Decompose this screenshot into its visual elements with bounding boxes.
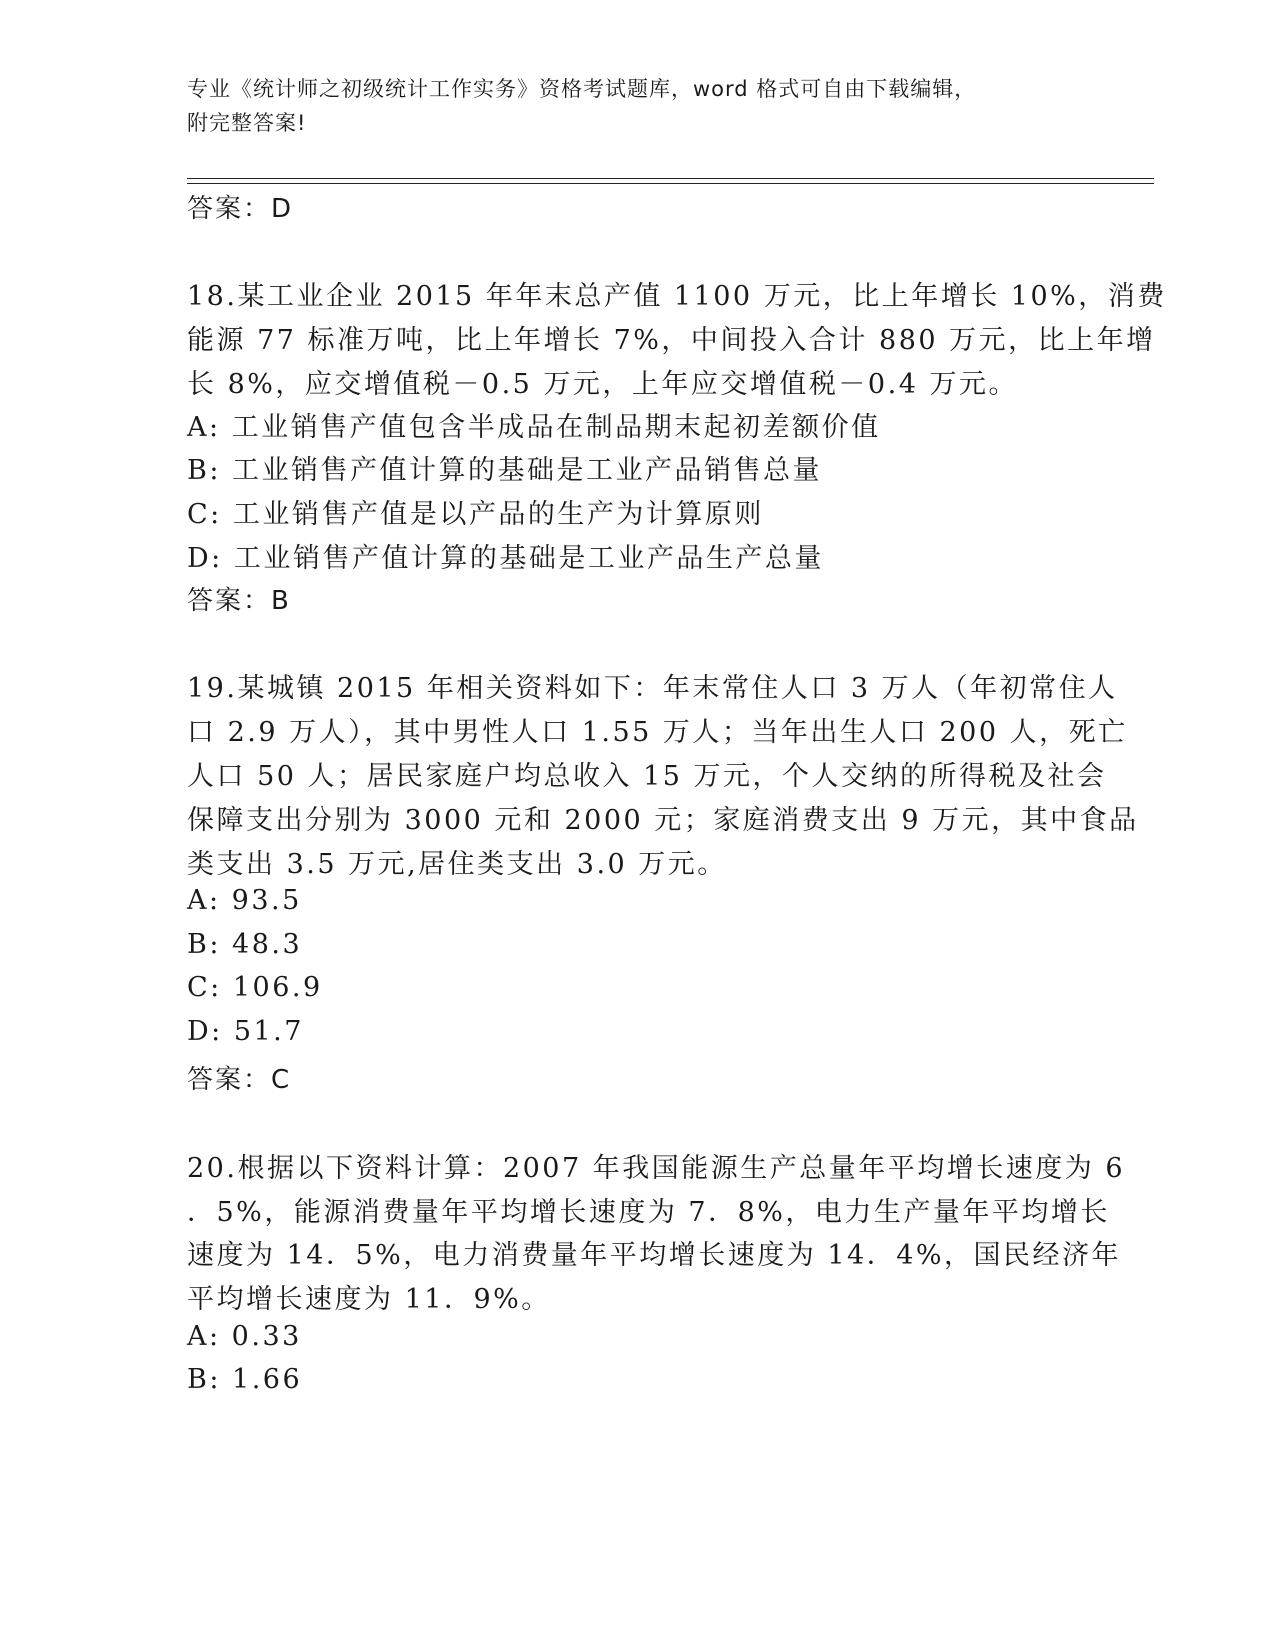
q20-stem-line: 20.根据以下资料计算：2007 年我国能源生产总量年平均增长速度为 6	[187, 1153, 1125, 1184]
q18-option-d: D: 工业销售产值计算的基础是工业产品生产总量	[187, 543, 824, 574]
q18-option-a: A: 工业销售产值包含半成品在制品期末起初差额价值	[187, 412, 881, 443]
q18-stem-line: 能源 77 标准万吨，比上年增长 7%，中间投入合计 880 万元，比上年增	[187, 325, 1156, 356]
q19-stem-line: 口 2.9 万人），其中男性人口 1.55 万人；当年出生人口 200 人，死亡	[187, 717, 1128, 748]
q19-stem-line: 人口 50 人；居民家庭户均总收入 15 万元，个人交纳的所得税及社会	[187, 761, 1107, 792]
q19-option-b: B: 48.3	[187, 929, 303, 960]
q20-stem-line: 速度为 14．5%，电力消费量年平均增长速度为 14．4%，国民经济年	[187, 1240, 1122, 1271]
q20-stem-line: ．5%，能源消费量年平均增长速度为 7．8%，电力生产量年平均增长	[187, 1197, 1110, 1228]
q20-stem-line: 平均增长速度为 11．9%。	[187, 1284, 551, 1315]
header-line-1: 专业《统计师之初级统计工作实务》资格考试题库，word 格式可自由下载编辑，	[187, 77, 977, 101]
q19-stem-line: 类支出 3.5 万元,居住类支出 3.0 万元。	[187, 849, 727, 880]
q18-stem-line: 长 8%，应交增值税－0.5 万元，上年应交增值税－0.4 万元。	[187, 369, 1018, 400]
q18-option-c: C: 工业销售产值是以产品的生产为计算原则	[187, 499, 764, 530]
q20-option-a: A: 0.33	[187, 1321, 302, 1352]
previous-answer: 答案：D	[187, 194, 294, 224]
q18-stem-line: 18.某工业企业 2015 年年末总产值 1100 万元，比上年增长 10%，消费	[187, 281, 1167, 312]
q19-answer: 答案：C	[187, 1065, 292, 1095]
q20-option-b: B: 1.66	[187, 1364, 303, 1395]
q18-option-b: B: 工业销售产值计算的基础是工业产品销售总量	[187, 455, 823, 486]
document-header	[187, 72, 1087, 140]
header-line-2: 附完整答案!	[187, 111, 307, 135]
q19-option-d: D: 51.7	[187, 1016, 304, 1047]
q19-stem-line: 保障支出分别为 3000 元和 2000 元；家庭消费支出 9 万元，其中食品	[187, 805, 1139, 836]
header-rule-top	[187, 178, 1154, 179]
q19-stem-line: 19.某城镇 2015 年相关资料如下：年末常住人口 3 万人（年初常住人	[187, 673, 1118, 704]
q19-option-a: A: 93.5	[187, 885, 302, 916]
header-rule-bottom	[187, 183, 1154, 184]
q18-answer: 答案：B	[187, 586, 291, 616]
q19-option-c: C: 106.9	[187, 972, 323, 1003]
